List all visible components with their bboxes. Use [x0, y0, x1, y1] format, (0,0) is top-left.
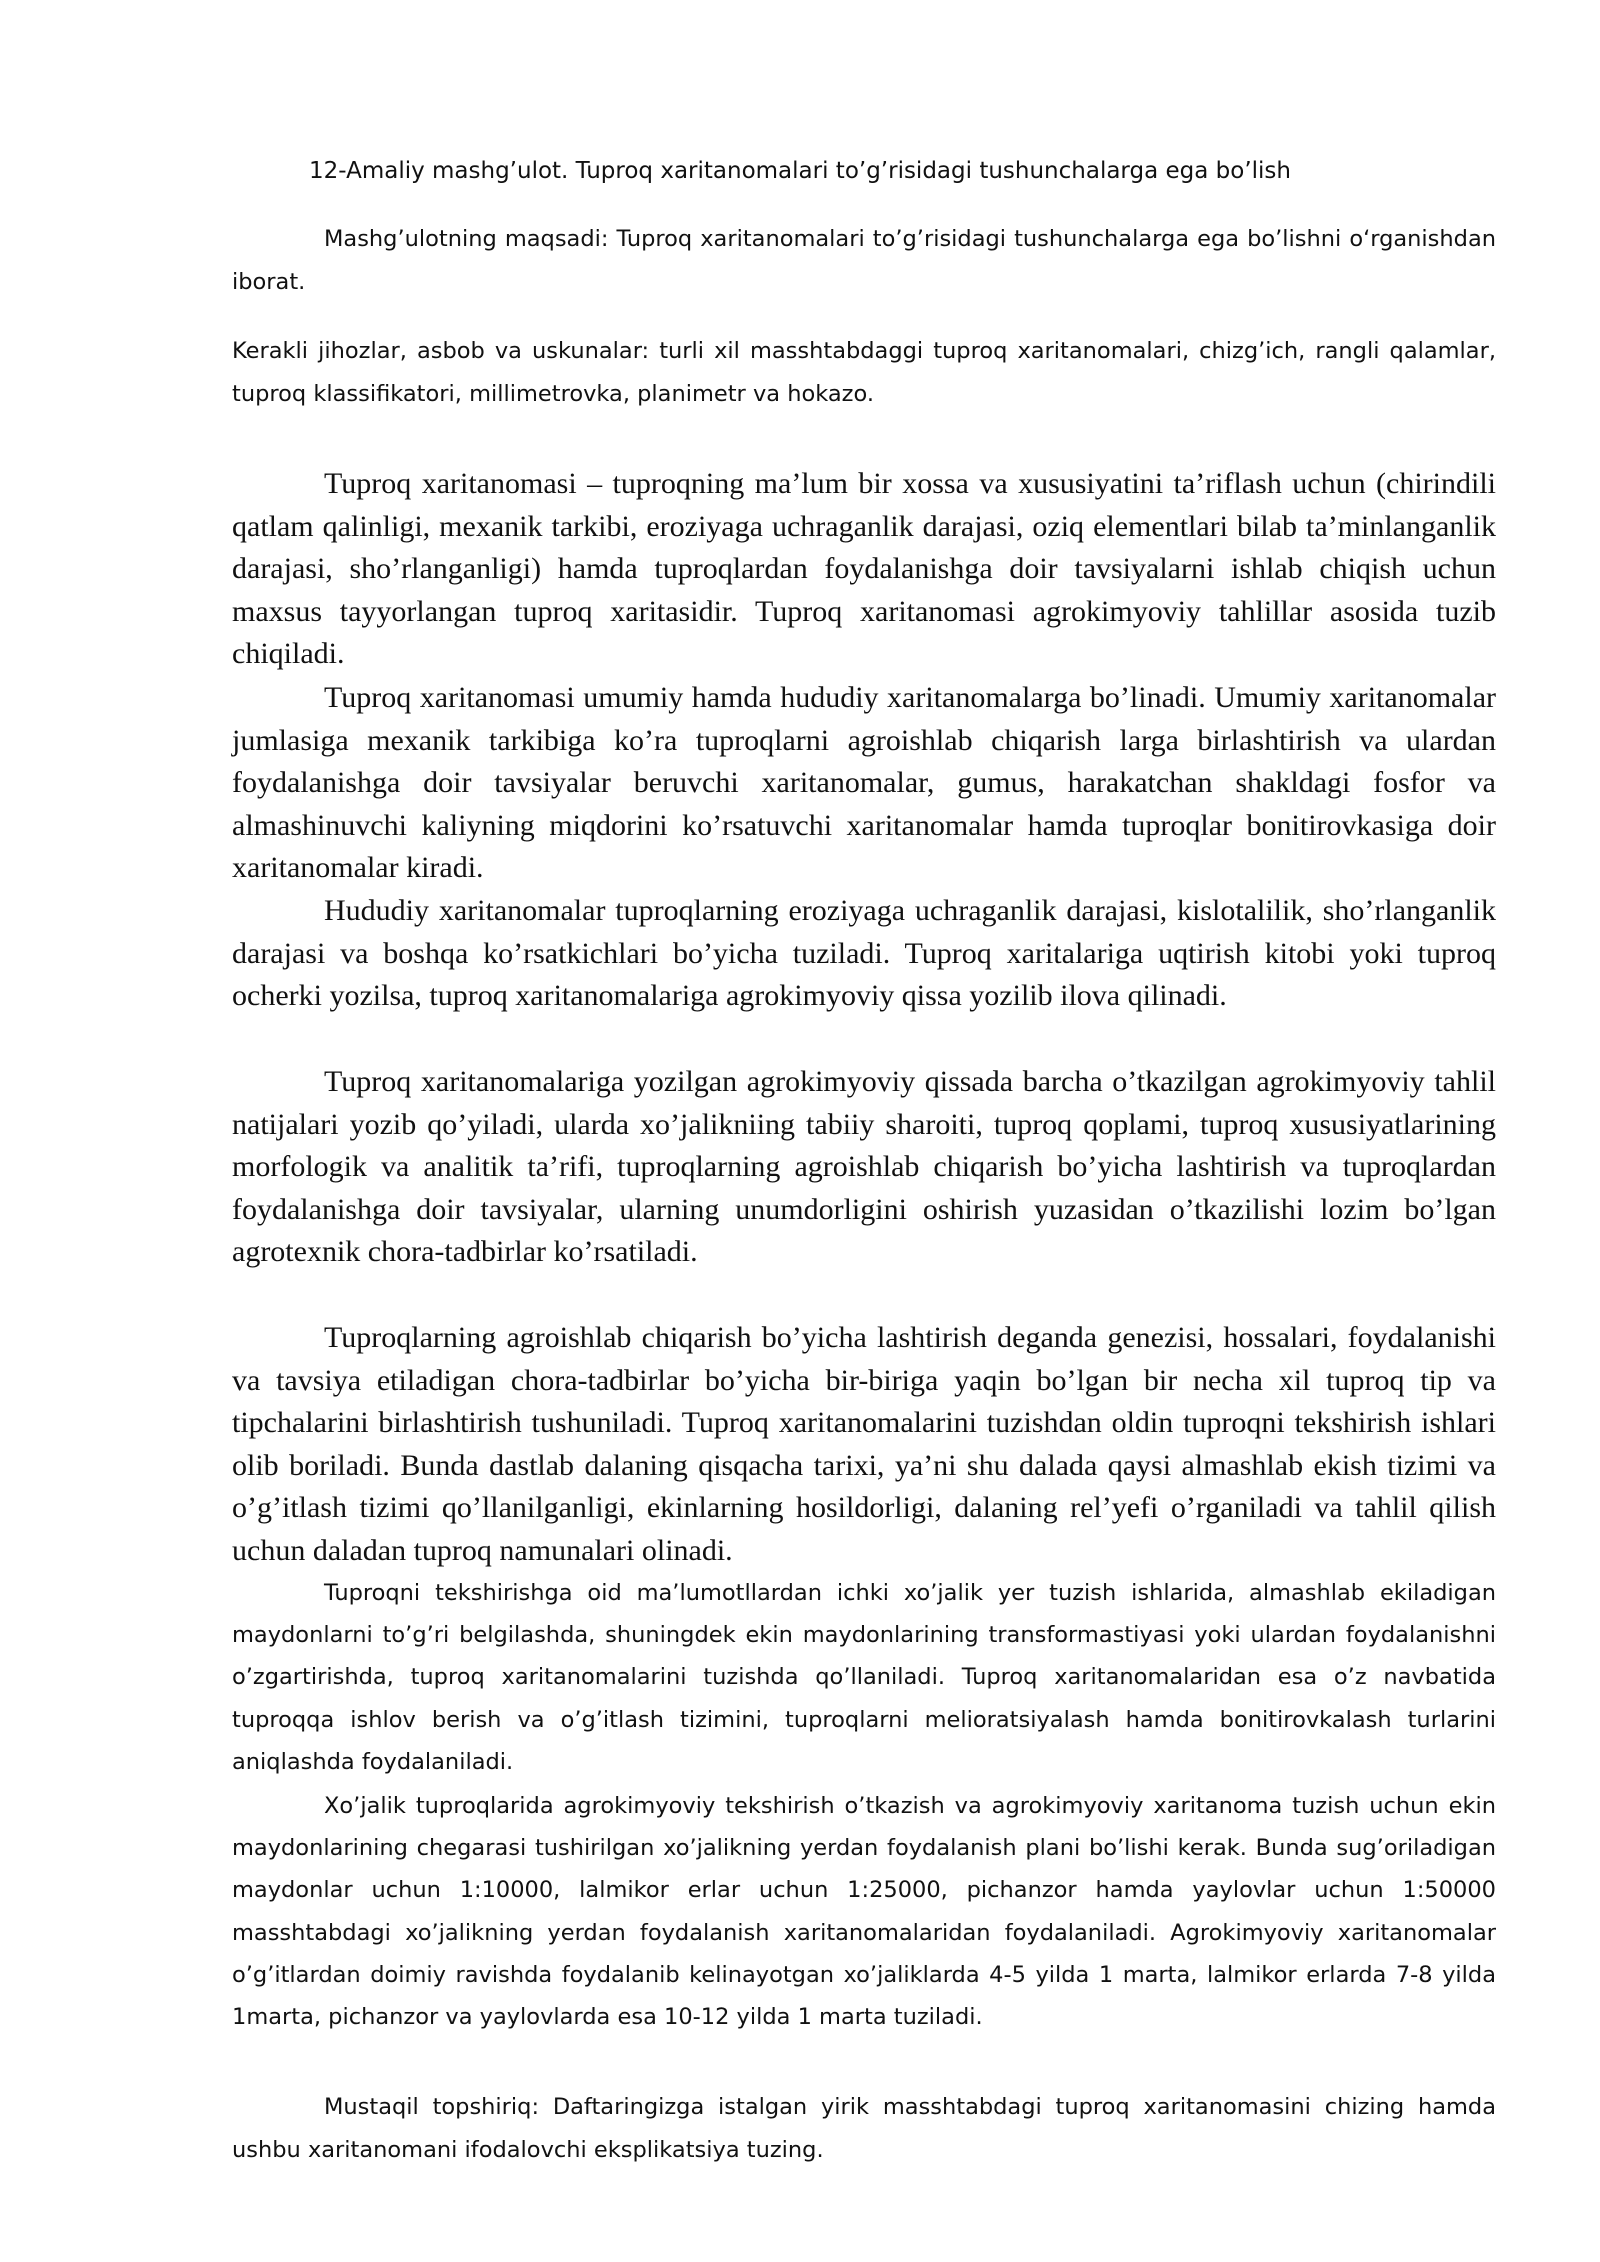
body-paragraph: Tuproq xaritanomasi – tuproqning ma’lum bir xossa va xususiyatini ta’riflash uchun (chirindili qatlam qalinligi, mexanik tarkibi, eroziyaga uchraganlik darajasi, oziq elementlari bilab ta’minlanganlik darajasi, sho’rlanganligi) hamda tuproqlardan foydalanishga doir tavsiyalarni ishlab chiqish uchun maxsus tayyorlangan tuproq xaritasidir. Tuproq xaritanomasi agrokimyoviy tahlillar asosida tuzib chiqiladi. [232, 467, 1496, 671]
body-paragraph: Xo’jalik tuproqlarida agrokimyoviy tekshirish o’tkazish va agrokimyoviy xaritanoma tuzish uchun ekin maydonlarining chegarasi tushirilgan xo’jalikning yerdan foydalanish plani bo’lishi kerak. Bunda sug’oriladigan maydonlar uchun 1:10000, lalmikor erlar uchun 1:25000, pichanzor hamda yaylovlar uchun 1:50000 masshtabdagi xo’jalikning yerdan foydalanish xaritanomalaridan foydalaniladi. Agrokimyoviy xaritanomalar o’g’itlardan doimiy ravishda foydalanib kelinayotgan xo’jaliklarda 4-5 yilda 1 marta, lalmikor erlarda 7-8 yilda 1marta, pichanzor va yaylovlarda esa 10-12 yilda 1 marta tuziladi. [232, 1793, 1496, 2031]
task-paragraph: Mustaqil topshiriq: Daftaringizga istalgan yirik masshtabdagi tuproq xaritanomasini chizing hamda ushbu xaritanomani ifodalovchi eksplikatsiya tuzing. [232, 2094, 1496, 2163]
equipment-paragraph: Kerakli jihozlar, asbob va uskunalar: turli xil masshtabdaggi tuproq xaritanomalari, chizg’ich, rangli qalamlar, tuproq klassifikatori, millimetrovka, planimetr va hokazo. [232, 338, 1496, 407]
goal-paragraph: Mashg’ulotning maqsadi: Tuproq xaritanomalari to’g’risidagi tushunchalarga ega bo’lishni o‘rganishdan iborat. [232, 226, 1496, 295]
body-paragraph: Tuproqni tekshirishga oid ma’lumotllardan ichki xo’jalik yer tuzish ishlarida, almashlab ekiladigan maydonlarni to’g’ri belgilashda, shuningdek ekin maydonlarining transformastiyasi yoki ulardan foydalanishni o’zgartirishda, tuproq xaritanomalarini tuzishda qo’llaniladi. Tuproq xaritanomalaridan esa o’z navbatida tuproqqa ishlov berish va o’g’itlash tizimini, tuproqlarni melioratsiyalash hamda bonitirovkalash turlarini aniqlashda foydalaniladi. [232, 1580, 1496, 1775]
body-paragraph: Tuproqlarning agroishlab chiqarish bo’yicha lashtirish deganda genezisi, hossalari, foydalanishi va tavsiya etiladigan chora-tadbirlar bo’yicha bir-biriga yaqin bo’lgan bir necha xil tuproq tip va tipchalarini birlashtirish tushuniladi. Tuproq xaritanomalarini tuzishdan oldin tuproqni tekshirish ishlari olib boriladi. Bunda dastlab dalaning qisqacha tarixi, ya’ni shu dalada qaysi almashlab ekish tizimi va o’g’itlash tizimi qo’llanilganligi, ekinlarning hosildorligi, dalaning rel’yefi o’rganiladi va tahlil qilish uchun daladan tuproq namunalari olinadi. [232, 1321, 1496, 1567]
page-title: 12-Amaliy mashg’ulot. Tuproq xaritanomalari to’g’risidagi tushunchalarga ega bo’lish [309, 158, 1291, 184]
body-paragraph: Tuproq xaritanomasi umumiy hamda hududiy xaritanomalarga bo’linadi. Umumiy xaritanomalar jumlasiga mexanik tarkibiga ko’ra tuproqlarni agroishlab chiqarish larga birlashtirish va ulardan foydalanishga doir tavsiyalar beruvchi xaritanomalar, gumus, harakatchan shakldagi fosfor va almashinuvchi kaliyning miqdorini ko’rsatuvchi xaritanomalar hamda tuproqlar bonitirovkasiga doir xaritanomalar kiradi. [232, 681, 1496, 885]
body-paragraph: Hududiy xaritanomalar tuproqlarning eroziyaga uchraganlik darajasi, kislotalilik, sho’rlanganlik darajasi va boshqa ko’rsatkichlari bo’yicha tuziladi. Tuproq xaritalariga uqtirish kitobi yoki tuproq ocherki yozilsa, tuproq xaritanomalariga agrokimyoviy qissa yozilib ilova qilinadi. [232, 894, 1496, 1013]
body-paragraph: Tuproq xaritanomalariga yozilgan agrokimyoviy qissada barcha o’tkazilgan agrokimyoviy tahlil natijalari yozib qo’yiladi, ularda xo’jalikniing tabiiy sharoiti, tuproq qoplami, tuproq xususiyatlarining morfologik va analitik ta’rifi, tuproqlarning agroishlab chiqarish bo’yicha lashtirish va tuproqlardan foydalanishga doir tavsiyalar, ularning unumdorligini oshirish yuzasidan o’tkazilishi lozim bo’lgan agrotexnik chora-tadbirlar ko’rsatiladi. [232, 1065, 1496, 1269]
